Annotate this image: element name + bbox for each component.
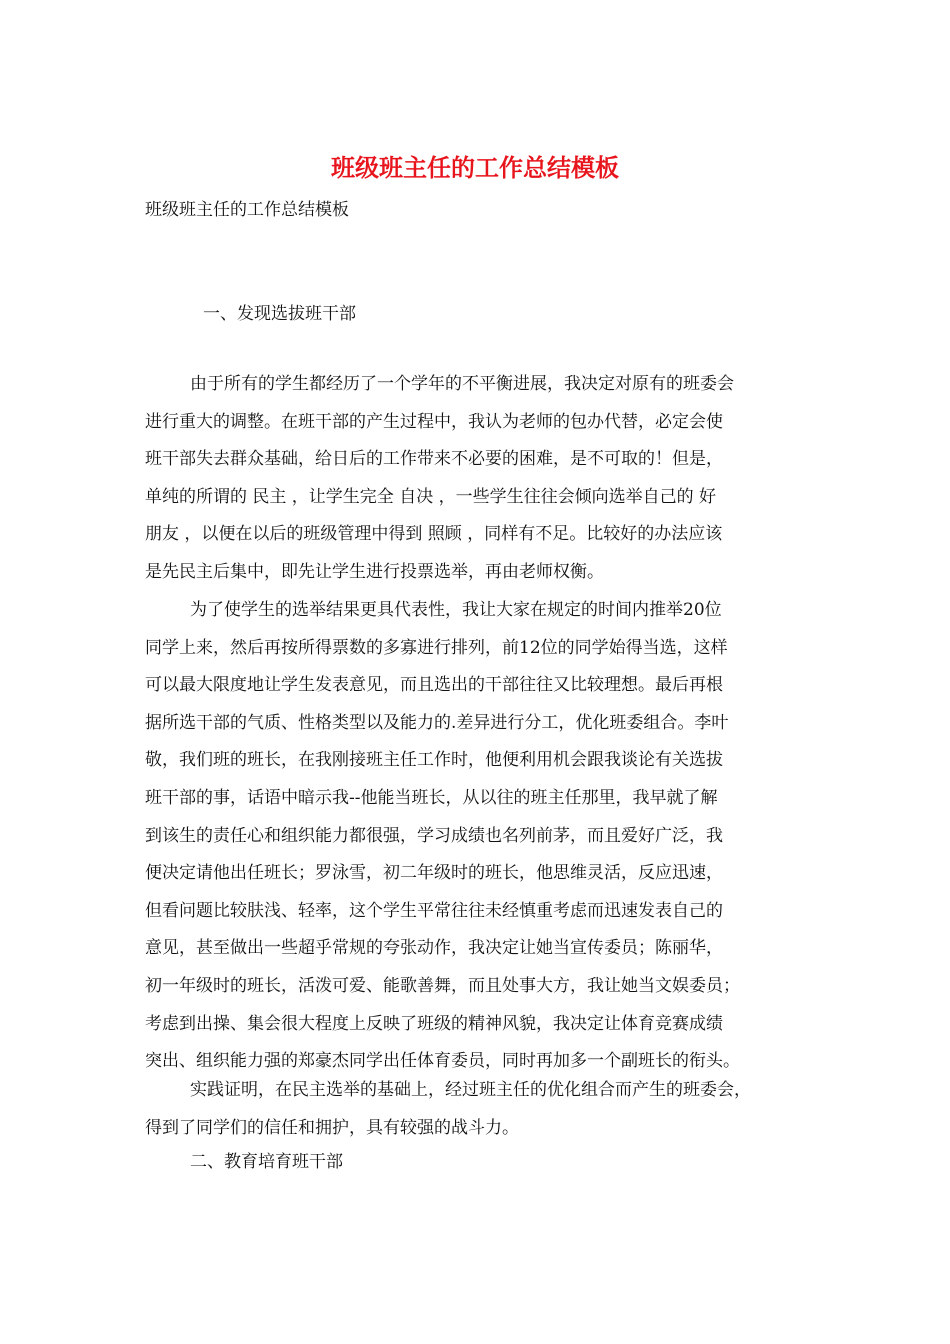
paragraph-line: 单纯的所谓的 民主 ，让学生完全 自决 ，一些学生往往会倾向选举自己的 好	[145, 486, 717, 507]
section-heading-2: 二、教育培育班干部	[190, 1152, 343, 1172]
paragraph-line: 意见，甚至做出一些超乎常规的夸张动作，我决定让她当宣传委员；陈丽华，	[145, 938, 723, 959]
section-heading-1: 一、发现选拔班干部	[203, 304, 356, 324]
paragraph-1	[145, 366, 817, 592]
paragraph-line: 由于所有的学生都经历了一个学年的不平衡进展，我决定对原有的班委会	[190, 374, 734, 394]
paragraph-line: 考虑到出操、集会很大程度上反映了班级的精神风貌，我决定让体育竞赛成绩	[145, 1013, 723, 1034]
document-title: 班级班主任的工作总结模板	[331, 153, 619, 182]
paragraph-line: 便决定请他出任班长；罗泳雪，初二年级时的班长，他思维灵活，反应迅速，	[145, 863, 723, 884]
document-subtitle: 班级班主任的工作总结模板	[145, 200, 349, 220]
paragraph-line: 得到了同学们的信任和拥护，具有较强的战斗力。	[145, 1117, 519, 1138]
paragraph-line: 初一年级时的班长，活泼可爱、能歌善舞，而且处事大方，我让她当文娱委员；	[145, 975, 740, 996]
paragraph-line: 班干部的事，话语中暗示我--他能当班长，从以往的班主任那里，我早就了解	[145, 787, 718, 808]
paragraph-line: 同学上来，然后再按所得票数的多寡进行排列，前12位的同学始得当选，这样	[145, 637, 728, 658]
paragraph-line: 是先民主后集中，即先让学生进行投票选举，再由老师权衡。	[145, 561, 604, 582]
paragraph-line: 突出、组织能力强的郑豪杰同学出任体育委员，同时再加多一个副班长的衔头。	[145, 1051, 740, 1072]
paragraph-line: 可以最大限度地让学生发表意见，而且选出的干部往往又比较理想。最后再根	[145, 675, 723, 696]
paragraph-line: 到该生的责任心和组织能力都很强，学习成绩也名列前茅，而且爱好广泛，我	[145, 825, 723, 846]
paragraph-3	[145, 1072, 817, 1147]
paragraph-line: 班干部失去群众基础，给日后的工作带来不必要的困难，是不可取的！但是，	[145, 449, 723, 470]
paragraph-line: 实践证明，在民主选举的基础上，经过班主任的优化组合而产生的班委会，	[190, 1080, 751, 1100]
paragraph-line: 为了使学生的选举结果更具代表性，我让大家在规定的时间内推举20位	[190, 600, 722, 620]
paragraph-2	[145, 592, 817, 1081]
paragraph-line: 朋友 ，以便在以后的班级管理中得到 照顾 ，同样有不足。比较好的办法应该	[145, 524, 723, 545]
paragraph-line: 进行重大的调整。在班干部的产生过程中，我认为老师的包办代替，必定会使	[145, 411, 723, 432]
paragraph-line: 但看问题比较肤浅、轻率，这个学生平常往往未经慎重考虑而迅速发表自己的	[145, 900, 723, 921]
paragraph-line: 据所选干部的气质、性格类型以及能力的.差异进行分工，优化班委组合。李叶	[145, 712, 729, 733]
paragraph-line: 敬，我们班的班长，在我刚接班主任工作时，他便利用机会跟我谈论有关选拔	[145, 750, 723, 771]
